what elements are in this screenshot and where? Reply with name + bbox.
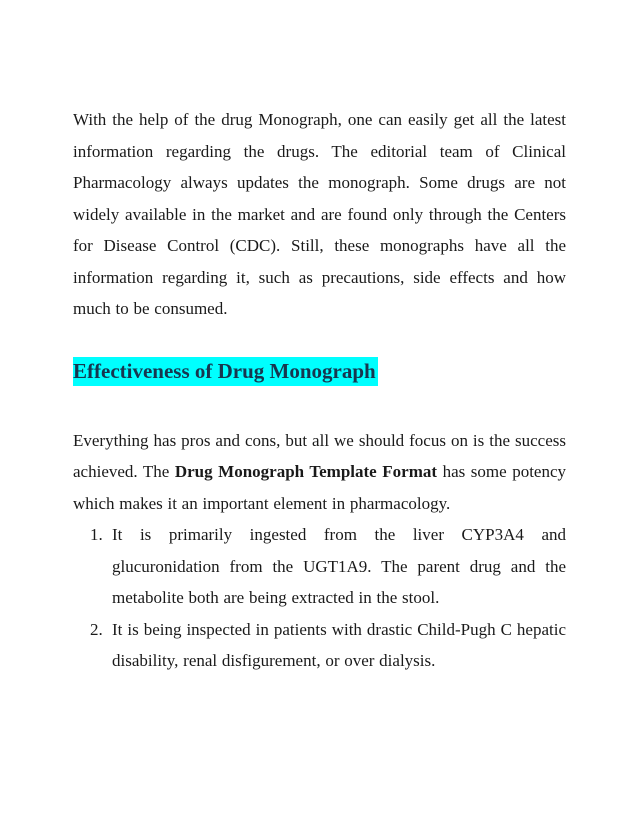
body-paragraph-end: has some potency which makes it an important element in pharmacology. (73, 462, 567, 513)
section-heading-text: Effectiveness of Drug Monograph (73, 357, 378, 386)
list-item-number: 1. (90, 525, 103, 544)
body-paragraph (73, 425, 566, 520)
list-item (73, 519, 566, 614)
list-item-text: It is primarily ingested from the liver CYP3A4 and glucuronidation from the UGT1A9. The parent drug and the metabolite both are being extracted in the stool. (112, 525, 566, 607)
list-item (73, 614, 566, 677)
document-page (73, 104, 566, 677)
body-paragraph-start: Everything has pros and cons, but all we should focus on is the success achieved. The (73, 430, 566, 481)
numbered-list (73, 519, 566, 677)
list-item-text: It is being inspected in patients with drastic Child-Pugh C hepatic disability, renal disfigurement, or over dialysis. (112, 619, 566, 670)
intro-paragraph: With the help of the drug Monograph, one can easily get all the latest information regarding the drugs. The editorial team of Clinical Pharmacology always updates the monograph. Some drugs are not widely available in the market and are found only through the Centers for Disease Control (CDC). Still, these monographs have all the information regarding it, such as precautions, side effects and how much to be consumed. (73, 110, 566, 318)
body-paragraph-bold: Drug Monograph Template Format (174, 462, 438, 481)
list-item-number: 2. (90, 619, 103, 639)
section-heading (73, 357, 566, 385)
